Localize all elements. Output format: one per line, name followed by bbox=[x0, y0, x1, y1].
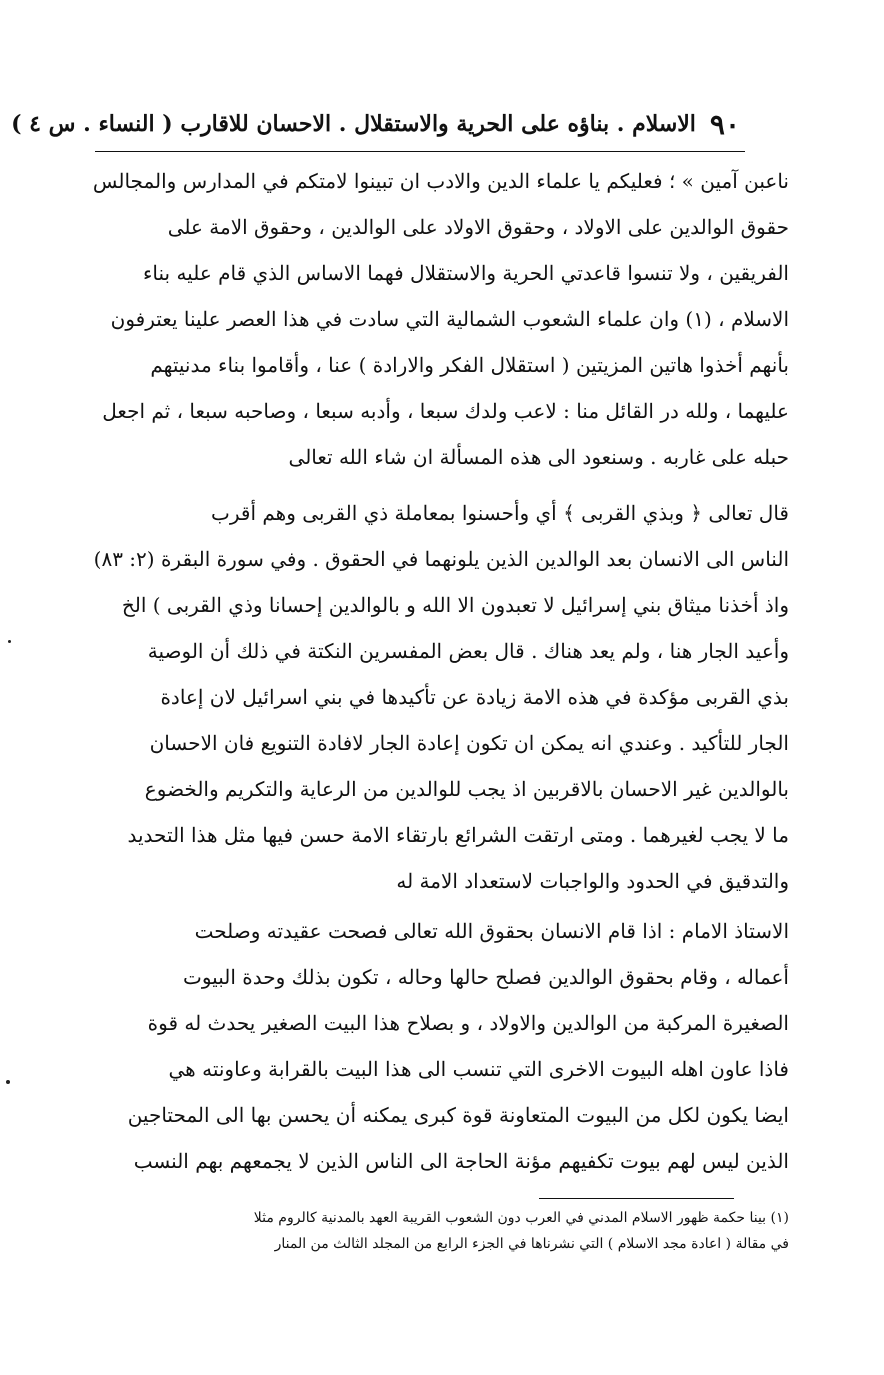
text-line: حقوق الوالدين على الاولاد ، وحقوق الاولاد على الوالدين ، وحقوق الامة على bbox=[167, 215, 789, 239]
footnote-line: (١) بينا حكمة ظهور الاسلام المدني في العرب دون الشعوب القريبة العهد بالمدنية كالروم مثلا bbox=[253, 1210, 789, 1226]
header-rule bbox=[95, 151, 745, 152]
text-line: ايضا يكون لكل من البيوت المتعاونة قوة كبرى يمكنه أن يحسن بها الى المحتاجين bbox=[127, 1103, 789, 1127]
footnote-rule bbox=[539, 1198, 734, 1199]
text-line: الاسلام ، (١) وان علماء الشعوب الشمالية التي سادت في هذا العصر علينا يعترفون bbox=[110, 307, 789, 331]
page-number: ٩٠ bbox=[709, 107, 740, 141]
scan-speck bbox=[8, 640, 11, 643]
text-line: بأنهم أخذوا هاتين المزيتين ( استقلال الفكر والارادة ) عنا ، وأقاموا بناء مدنيتهم bbox=[150, 353, 789, 377]
text-line: ما لا يجب لغيرهما . ومتى ارتقت الشرائع بارتقاء الامة حسن فيها مثل هذا التحديد bbox=[127, 823, 789, 847]
text-line: فاذا عاون اهله البيوت الاخرى التي تنسب الى هذا البيت بالقرابة وعاونته هي bbox=[168, 1057, 789, 1081]
text-line: حبله على غاربه . وسنعود الى هذه المسألة ان شاء الله تعالى bbox=[288, 445, 789, 469]
text-line: الصغيرة المركبة من الوالدين والاولاد ، و بصلاح هذا البيت الصغير يحدث له قوة bbox=[147, 1011, 789, 1035]
text-line: الذين ليس لهم بيوت تكفيهم مؤنة الحاجة الى الناس الذين لا يجمعهم بهم النسب bbox=[133, 1149, 789, 1173]
scan-speck bbox=[6, 1080, 10, 1084]
text-line: ناعبن آمين » ؛ فعليكم يا علماء الدين والادب ان تبينوا لامتكم في المدارس والمجالس bbox=[92, 169, 789, 193]
paragraph-2 bbox=[95, 490, 789, 904]
text-line: والتدقيق في الحدود والواجبات لاستعداد الامة له bbox=[396, 869, 789, 893]
text-line: عليهما ، ولله در القائل منا : لاعب ولدك سبعا ، وأدبه سبعا ، وصاحبه سبعا ، ثم اجعل bbox=[102, 399, 789, 423]
running-title: الاسلام . بناؤه على الحرية والاستقلال . الاحسان للاقارب ( النساء . س ٤ ) bbox=[11, 111, 696, 137]
text-line: الجار للتأكيد . وعندي انه يمكن ان تكون إعادة الجار لافادة التنويع فان الاحسان bbox=[149, 731, 789, 755]
footnote-line: في مقالة ( اعادة مجد الاسلام ) التي نشرناها في الجزء الرابع من المجلد الثالث من المنار bbox=[274, 1236, 789, 1252]
text-line: بالوالدين غير الاحسان بالاقربين اذ يجب للوالدين من الرعاية والتكريم والخضوع bbox=[144, 777, 789, 801]
text-line: بذي القربى مؤكدة في هذه الامة زيادة عن تأكيدها في بني اسرائيل لان إعادة bbox=[160, 685, 789, 709]
footnote bbox=[95, 1205, 789, 1257]
text-line: واذ أخذنا ميثاق بني إسرائيل لا تعبدون الا الله و بالوالدين إحسانا وذي القربى ) الخ bbox=[121, 593, 789, 617]
text-line: الفريقين ، ولا تنسوا قاعدتي الحرية والاستقلال فهما الاساس الذي قام عليه بناء bbox=[142, 261, 789, 285]
text-line: الاستاذ الامام : اذا قام الانسان بحقوق الله تعالى فصحت عقيدته وصلحت bbox=[194, 919, 789, 943]
paragraph-1 bbox=[92, 158, 789, 480]
text-line: قال تعالى ﴿ وبذي القربى ﴾ أي وأحسنوا بمعاملة ذي القربى وهم أقرب bbox=[211, 501, 789, 525]
running-header bbox=[11, 98, 740, 150]
text-line: أعماله ، وقام بحقوق الوالدين فصلح حالها وحاله ، تكون بذلك وحدة البيوت bbox=[183, 965, 789, 989]
text-line: وأعيد الجار هنا ، ولم يعد هناك . قال بعض المفسرين النكتة في ذلك أن الوصية bbox=[147, 639, 789, 663]
text-line: الناس الى الانسان بعد الوالدين الذين يلونهما في الحقوق . وفي سورة البقرة (٢: ٨٣) bbox=[93, 547, 789, 571]
paragraph-3 bbox=[95, 908, 789, 1184]
